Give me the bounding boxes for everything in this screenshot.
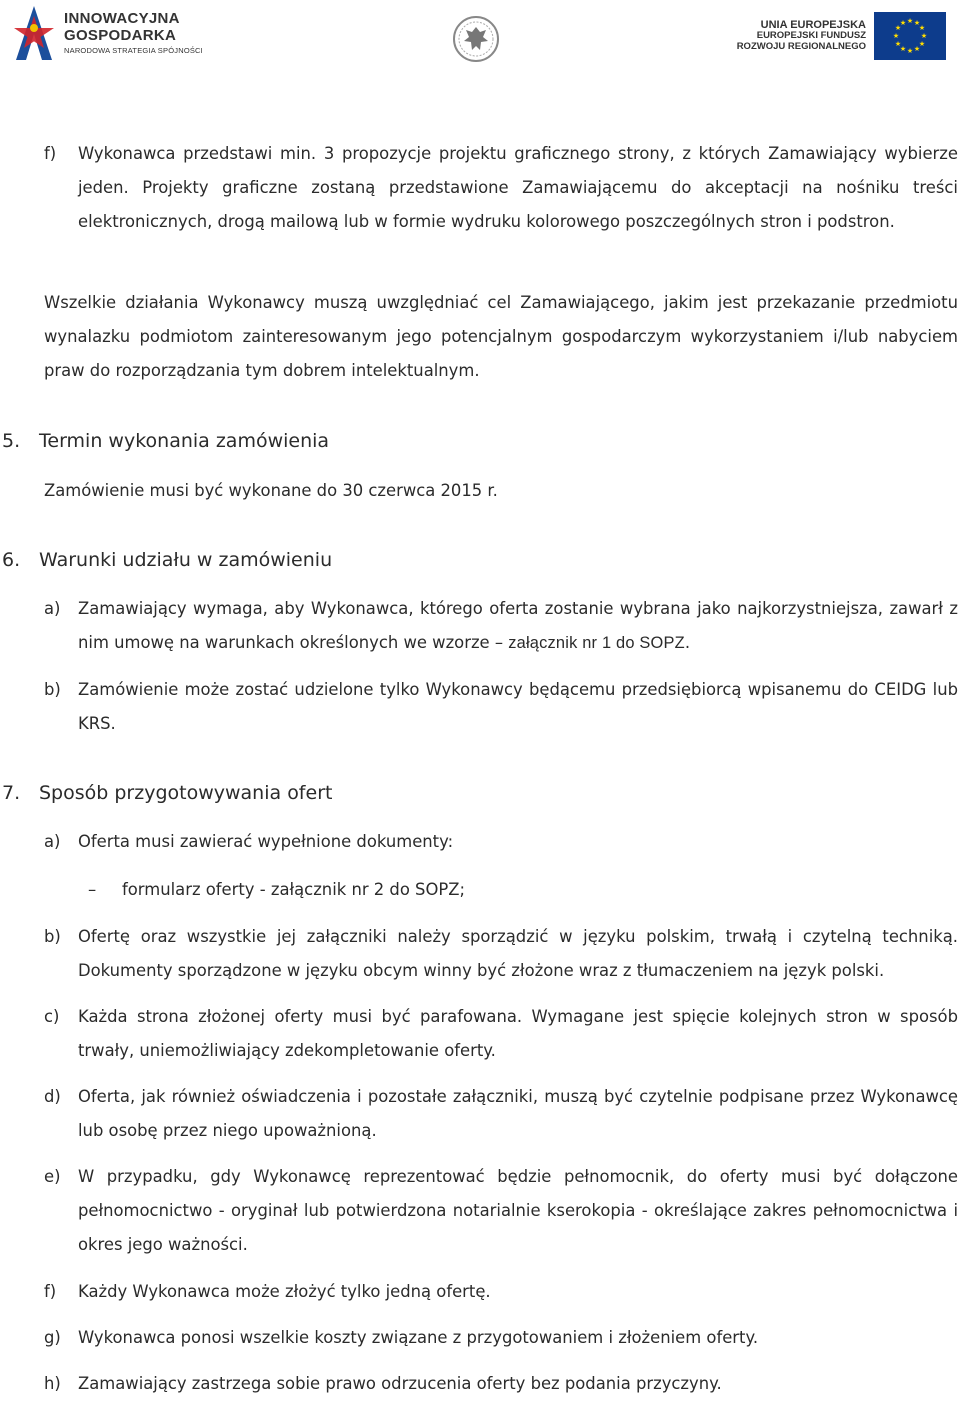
ig-emblem-icon	[12, 4, 56, 62]
ig-logo-line3: NARODOWA STRATEGIA SPÓJNOŚCI	[64, 46, 203, 56]
section-title: Sposób przygotowywania ofert	[39, 782, 333, 804]
list-item	[0, 1080, 960, 1148]
list-item-text: Oferta musi zawierać wypełnione dokumenty:	[78, 832, 454, 851]
svg-text:★: ★	[920, 32, 928, 40]
list-item-text: Wykonawca przedstawi min. 3 propozycje projektu graficznego strony, z których Zamawiający wybierze jeden. Projekty graficzne zostaną przedstawione Zamawiającemu do akceptacji na nośniku treści elektronicznych, drogą mailową lub w formie wydruku kolorowego poszczególnych stron i podstron.	[78, 144, 958, 231]
section-title: Termin wykonania zamówienia	[39, 430, 330, 452]
eu-logo-line2: EUROPEJSKI FUNDUSZ	[756, 30, 866, 42]
header-logos	[0, 0, 960, 70]
svg-text:★: ★	[894, 24, 902, 32]
list-item-text: Zamówienie może zostać udzielone tylko Wykonawcy będącemu przedsiębiorcą wpisanemu do CEIDG lub KRS.	[78, 680, 958, 733]
list-item-text-end: .	[684, 633, 691, 652]
section-text: Zamówienie musi być wykonane do 30 czerwca 2015 r.	[44, 481, 498, 500]
svg-text:★: ★	[906, 17, 914, 25]
list-item	[0, 1321, 960, 1355]
list-item-label: a)	[44, 599, 61, 618]
svg-text:★: ★	[913, 45, 921, 53]
svg-text:★: ★	[899, 19, 907, 27]
ig-logo-line1: INNOWACYJNA	[64, 10, 180, 28]
svg-text:★: ★	[899, 45, 907, 53]
svg-text:★: ★	[913, 19, 921, 27]
eu-logo	[737, 12, 946, 60]
svg-text:★: ★	[892, 32, 900, 40]
list-item-text: Wykonawca ponosi wszelkie koszty związane z przygotowaniem i złożeniem oferty.	[78, 1328, 759, 1347]
list-item-text: W przypadku, gdy Wykonawcę reprezentować będzie pełnomocnik, do oferty musi być dołączone pełnomocnictwo - oryginał lub potwierdzona notarialnie kserokopia - określające zakres pełnomocnictwa i okres jego ważności.	[78, 1167, 958, 1254]
section-number: 6.	[2, 549, 21, 571]
list-item-label: c)	[44, 1007, 60, 1026]
list-item-text: Ofertę oraz wszystkie jej załączniki należy sporządzić w języku polskim, trwałą i czytelną techniką. Dokumenty sporządzone w języku obcym winny być złożone wraz z tłumaczeniem na język polski.	[78, 927, 958, 980]
section-title: Warunki udziału w zamówieniu	[39, 549, 333, 571]
list-item-label: e)	[44, 1167, 61, 1186]
ig-logo-line2: GOSPODARKA	[64, 27, 177, 45]
list-item-label: d)	[44, 1087, 61, 1106]
section-number: 7.	[2, 782, 21, 804]
eu-flag-icon	[874, 12, 946, 60]
eagle-seal-icon	[452, 15, 500, 63]
svg-text:★: ★	[894, 40, 902, 48]
list-item-label: f)	[44, 1282, 57, 1301]
list-item-text	[78, 592, 958, 660]
sub-list-item-text: formularz oferty - załącznik nr 2 do SOPZ;	[122, 880, 466, 899]
list-item-label: b)	[44, 927, 61, 946]
section-number: 5.	[2, 430, 21, 452]
list-item-text: Każda strona złożonej oferty musi być parafowana. Wymagane jest spięcie kolejnych stron w sposób trwały, uniemożliwiający zdekompletowanie oferty.	[78, 1007, 958, 1060]
paragraph: Wszelkie działania Wykonawcy muszą uwzględniać cel Zamawiającego, jakim jest przekazanie przedmiotu wynalazku podmiotom zainteresowanym jego potencjalnym gospodarczym wykorzystaniem i/lub nabyciem praw do rozporządzania tym dobrem intelektualnym.	[44, 293, 958, 380]
eu-logo-line1: UNIA EUROPEJSKA	[760, 18, 866, 31]
list-item-text-main: Zamawiający wymaga, aby Wykonawca, którego oferta zostanie wybrana jako najkorzystniejsza, zawarł z nim umowę na warunkach określonych we wzorze –	[78, 599, 958, 652]
section-heading	[0, 545, 960, 575]
list-item-label: b)	[44, 680, 61, 699]
list-item-label: h)	[44, 1374, 61, 1393]
svg-text:★: ★	[918, 40, 926, 48]
list-item-label: g)	[44, 1328, 61, 1347]
polish-eagle-seal	[452, 15, 500, 67]
section-heading	[0, 426, 960, 456]
list-item	[0, 137, 960, 273]
list-item-text: Każdy Wykonawca może złożyć tylko jedną ofertę.	[78, 1282, 491, 1301]
list-item	[0, 1160, 960, 1262]
list-item-label: f)	[44, 144, 57, 163]
list-item	[0, 1275, 960, 1309]
list-item	[0, 1000, 960, 1068]
list-item	[0, 1367, 960, 1399]
svg-text:★: ★	[906, 47, 914, 55]
list-item-text: Oferta, jak również oświadczenia i pozostałe załączniki, muszą być czytelnie podpisane przez Wykonawcę lub osobę przez niego upoważnioną.	[78, 1087, 958, 1140]
svg-text:★: ★	[918, 24, 926, 32]
eu-logo-line3: ROZWOJU REGIONALNEGO	[736, 41, 866, 53]
innowacyjna-gospodarka-logo	[12, 4, 203, 62]
dash-bullet: –	[88, 880, 97, 899]
list-item-label: a)	[44, 832, 61, 851]
list-item	[0, 825, 960, 859]
list-item	[0, 592, 960, 660]
list-item	[0, 673, 960, 741]
section-heading	[0, 778, 960, 808]
list-item-text: Zamawiający zastrzega sobie prawo odrzucenia oferty bez podania przyczyny.	[78, 1374, 722, 1393]
list-item	[0, 920, 960, 988]
sub-list-item	[0, 873, 960, 907]
attachment-reference: załącznik nr 1 do SOPZ	[508, 634, 685, 652]
